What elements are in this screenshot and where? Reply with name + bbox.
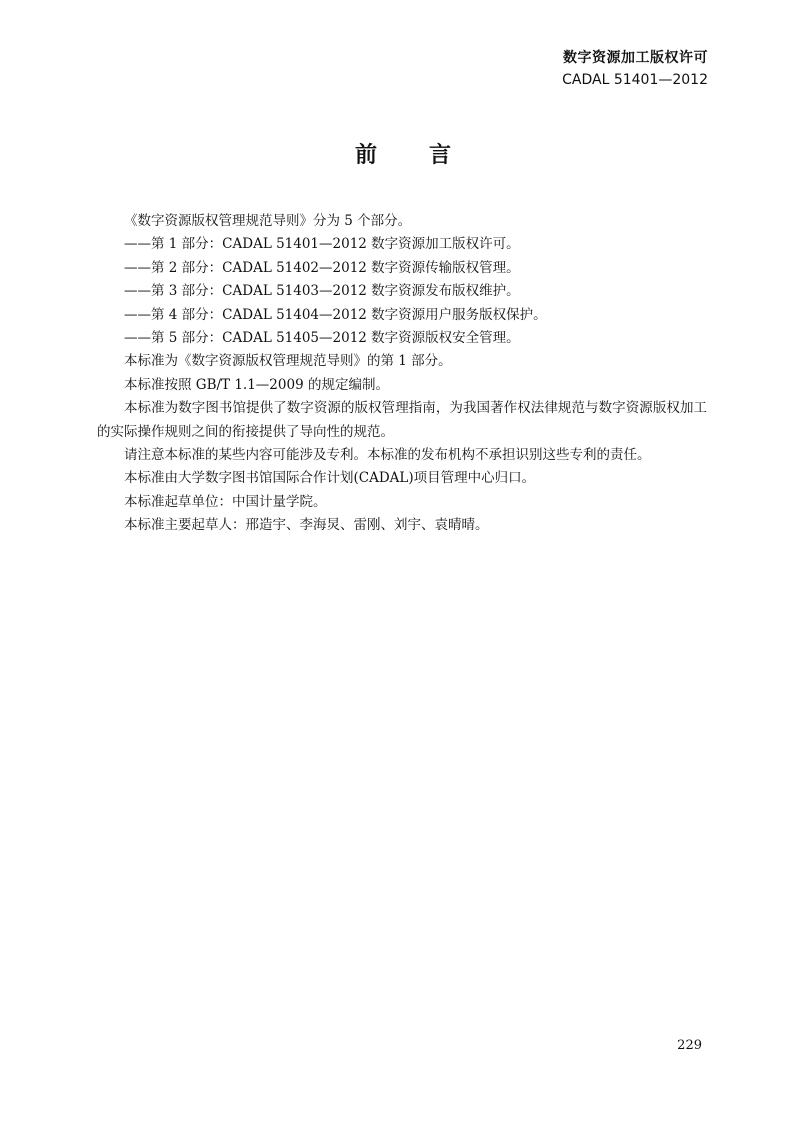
paragraph-drafting-unit: 本标准起草单位：中国计量学院。 [124,493,327,510]
paragraph-purpose: 本标准为数字图书馆提供了数字资源的版权管理指南，为我国著作权法律规范与数字资源版权加工的实际操作规则之间的衔接提供了导向性的规范。 [97,400,707,440]
paragraph-part-statement: 本标准为《数字资源版权管理规范导则》的第 1 部分。 [124,353,452,370]
page-title [0,140,806,172]
paragraph-drafting-rules: 本标准按照 GB/T 1.1—2009 的规定编制。 [124,376,389,393]
list-item-part-4: ——第 4 部分：CADAL 51404—2012 数字资源用户服务版权保护。 [124,306,547,323]
list-item-part-1: ——第 1 部分：CADAL 51401—2012 数字资源加工版权许可。 [124,236,520,253]
title-char-2: 言 [429,143,452,168]
paragraph-administration: 本标准由大学数字图书馆国际合作计划(CADAL)项目管理中心归口。 [124,470,536,487]
header-standard-code: CADAL 51401—2012 [562,72,708,88]
paragraph-parts-intro: 《数字资源版权管理规范导则》分为 5 个部分。 [124,213,412,229]
header-standard-title: 数字资源加工版权许可 [563,50,708,66]
running-header [562,47,708,91]
paragraph-drafters: 本标准主要起草人：邢造宇、李海炅、雷刚、刘宇、袁晴晴。 [124,517,489,534]
foreword-body [97,210,707,538]
paragraph-patent-notice: 请注意本标准的某些内容可能涉及专利。本标准的发布机构不承担识别这些专利的责任。 [124,447,651,464]
list-item-part-5: ——第 5 部分：CADAL 51405—2012 数字资源版权安全管理。 [124,330,520,347]
list-item-part-2: ——第 2 部分：CADAL 51402—2012 数字资源传输版权管理。 [124,259,520,276]
list-item-part-3: ——第 3 部分：CADAL 51403—2012 数字资源发布版权维护。 [124,283,520,300]
page-number: 229 [677,1038,702,1053]
title-char-1: 前 [354,143,377,168]
